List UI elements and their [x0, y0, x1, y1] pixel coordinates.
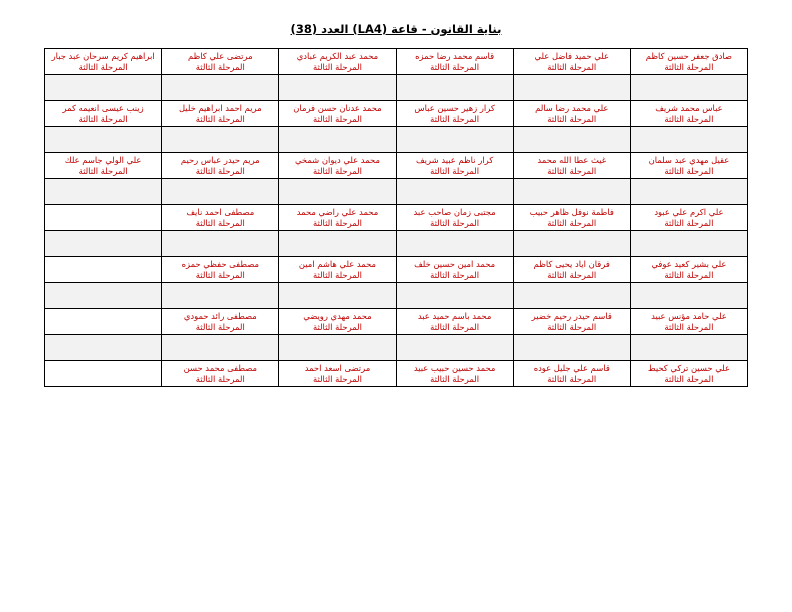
seat-cell [513, 153, 630, 179]
seat-cell-empty [279, 335, 396, 361]
student-stage: المرحلة الثالثة [547, 373, 597, 384]
seat-cell [45, 309, 162, 335]
student-name: عباس محمد شريف [655, 103, 723, 113]
student-stage: المرحلة الثالثة [78, 165, 128, 176]
seat-cell-empty [630, 179, 747, 205]
seat-cell [513, 49, 630, 75]
seat-cell [396, 205, 513, 231]
student-stage: المرحلة الثالثة [430, 321, 480, 332]
seat-cell-empty [396, 75, 513, 101]
seat-cell-empty [630, 335, 747, 361]
student-stage: المرحلة الثالثة [547, 113, 597, 124]
seat-cell [45, 153, 162, 179]
student-name: علي محمد رضا سالم [535, 103, 609, 113]
seat-cell [279, 205, 396, 231]
student-stage: المرحلة الثالثة [312, 217, 362, 228]
student-name: علي اكرم علي عبود [654, 207, 724, 217]
student-stage: المرحلة الثالثة [312, 165, 362, 176]
student-stage: المرحلة الثالثة [547, 165, 597, 176]
seat-cell [45, 49, 162, 75]
student-name: علي حامد مؤنس عبيد [651, 311, 727, 321]
student-name: ابراهيم كريم سرحان عبد جبار [51, 51, 155, 61]
seat-cell [162, 205, 279, 231]
table-row [45, 153, 748, 179]
student-name: زينب عيسى انعيمه كمر [62, 103, 144, 113]
student-stage: المرحلة الثالثة [664, 269, 714, 280]
student-stage: المرحلة الثالثة [430, 373, 480, 384]
student-stage: المرحلة الثالثة [195, 165, 245, 176]
seat-cell-empty [396, 127, 513, 153]
student-name: مصطفى رائد حمودي [183, 311, 257, 321]
seat-cell [162, 361, 279, 387]
table-row [45, 257, 748, 283]
seat-cell-empty [279, 283, 396, 309]
student-stage: المرحلة الثالثة [78, 113, 128, 124]
student-stage: المرحلة الثالثة [195, 321, 245, 332]
student-name: كرار زهير حسين عباس [414, 103, 495, 113]
seat-cell [630, 101, 747, 127]
seat-cell [279, 101, 396, 127]
seat-cell-empty [630, 75, 747, 101]
seat-cell [396, 49, 513, 75]
student-stage: المرحلة الثالثة [195, 113, 245, 124]
seat-cell-empty [162, 127, 279, 153]
seat-cell-empty [396, 283, 513, 309]
seat-cell-empty [513, 283, 630, 309]
seat-cell-empty [162, 179, 279, 205]
student-name: مصطفى محمد حسن [183, 363, 257, 373]
seat-cell-empty [162, 231, 279, 257]
student-stage: المرحلة الثالثة [312, 373, 362, 384]
student-stage: المرحلة الثالثة [430, 113, 480, 124]
seat-cell-empty [279, 75, 396, 101]
student-stage: المرحلة الثالثة [664, 61, 714, 72]
seat-cell [45, 361, 162, 387]
seat-cell-empty [45, 283, 162, 309]
table-row [45, 231, 748, 257]
seat-cell-empty [162, 283, 279, 309]
seating-table [44, 48, 748, 387]
student-stage: المرحلة الثالثة [430, 61, 480, 72]
student-name: صادق جعفر حسين كاظم [645, 51, 733, 61]
student-name: عقيل مهدي عبد سلمان [648, 155, 730, 165]
student-name: مجتبى زمان صاحب عبد [413, 207, 496, 217]
table-row [45, 49, 748, 75]
seating-table-body [45, 49, 748, 387]
seat-cell-empty [630, 283, 747, 309]
seat-cell [630, 205, 747, 231]
table-row [45, 309, 748, 335]
seat-cell [630, 257, 747, 283]
student-stage: المرحلة الثالثة [664, 217, 714, 228]
seat-cell [279, 153, 396, 179]
student-name: علي حميد فاضل علي [534, 51, 609, 61]
seat-cell [279, 361, 396, 387]
student-name: فاطمة نوفل ظاهر حبيب [529, 207, 614, 217]
seat-cell-empty [513, 231, 630, 257]
student-stage: المرحلة الثالثة [664, 321, 714, 332]
seat-cell-empty [513, 335, 630, 361]
seat-cell-empty [513, 75, 630, 101]
seat-cell [630, 49, 747, 75]
seat-cell [162, 153, 279, 179]
seat-cell [162, 101, 279, 127]
student-stage: المرحلة الثالثة [312, 321, 362, 332]
seat-cell-empty [279, 127, 396, 153]
student-stage: المرحلة الثالثة [547, 217, 597, 228]
seat-cell [396, 309, 513, 335]
seat-cell [162, 49, 279, 75]
seat-cell [513, 309, 630, 335]
student-name: مريم حيدر عباس رحيم [180, 155, 260, 165]
table-row [45, 75, 748, 101]
seat-cell [630, 361, 747, 387]
student-stage: المرحلة الثالثة [430, 165, 480, 176]
seat-cell-empty [45, 335, 162, 361]
table-row [45, 101, 748, 127]
table-row [45, 335, 748, 361]
table-row [45, 283, 748, 309]
student-stage: المرحلة الثالثة [195, 269, 245, 280]
student-stage: المرحلة الثالثة [195, 217, 245, 228]
seat-cell [513, 257, 630, 283]
seat-cell-empty [630, 127, 747, 153]
student-name: غيث عطا الله محمد [537, 155, 607, 165]
student-name: محمد عبد الكريم عبادي [296, 51, 379, 61]
seat-cell [396, 257, 513, 283]
page-title: بناية القانون - قاعة (LA4) العدد (38) [290, 22, 502, 36]
student-name: محمد علي هاشم امين [298, 259, 377, 269]
student-name: قاسم محمد رضا حمزه [415, 51, 495, 61]
seat-cell-empty [513, 127, 630, 153]
seat-cell [630, 309, 747, 335]
student-name: كرار ناظم عبيد شريف [416, 155, 494, 165]
student-stage: المرحلة الثالثة [547, 269, 597, 280]
student-name: قاسم حيدر رحيم خضير [531, 311, 612, 321]
seat-cell-empty [396, 231, 513, 257]
seat-cell-empty [45, 231, 162, 257]
student-stage: المرحلة الثالثة [430, 269, 480, 280]
student-name: محمد باسم حميد عبد [417, 311, 492, 321]
seat-cell [396, 101, 513, 127]
student-name: محمد علي ديوان شمخي [294, 155, 380, 165]
seat-cell-empty [45, 179, 162, 205]
student-stage: المرحلة الثالثة [664, 373, 714, 384]
student-name: علي الولي جاسم علك [64, 155, 142, 165]
student-stage: المرحلة الثالثة [547, 321, 597, 332]
seat-cell [45, 101, 162, 127]
student-stage: المرحلة الثالثة [312, 269, 362, 280]
seat-cell [45, 257, 162, 283]
seat-cell-empty [396, 179, 513, 205]
student-name: فرقان اياد يحيى كاظم [533, 259, 610, 269]
seat-cell [630, 153, 747, 179]
seat-cell [279, 49, 396, 75]
student-name: مرتضى اسعد احمد [304, 363, 371, 373]
seat-cell-empty [630, 231, 747, 257]
table-row [45, 179, 748, 205]
seat-cell-empty [396, 335, 513, 361]
seat-cell-empty [162, 335, 279, 361]
table-row [45, 361, 748, 387]
table-row [45, 127, 748, 153]
student-stage: المرحلة الثالثة [312, 61, 362, 72]
student-name: علي بشير كعيد عوفي [651, 259, 727, 269]
student-name: مريم احمد ابراهيم خليل [178, 103, 262, 113]
seat-cell [396, 153, 513, 179]
student-name: علي حسين تركي كحيط [647, 363, 730, 373]
student-stage: المرحلة الثالثة [430, 217, 480, 228]
student-name: مصطفى احمد نايف [186, 207, 255, 217]
student-name: مرتضى علي كاظم [188, 51, 253, 61]
student-name: محمد عدنان حسن فرمان [293, 103, 382, 113]
student-stage: المرحلة الثالثة [78, 61, 128, 72]
seat-cell [162, 257, 279, 283]
seat-cell-empty [45, 75, 162, 101]
seat-cell-empty [279, 179, 396, 205]
student-stage: المرحلة الثالثة [195, 61, 245, 72]
student-name: محمد مهدي رويضي [303, 311, 372, 321]
seat-cell [513, 101, 630, 127]
seat-cell-empty [513, 179, 630, 205]
student-stage: المرحلة الثالثة [664, 113, 714, 124]
student-name: محمد امين حسين خلف [414, 259, 496, 269]
student-name: محمد حسين حبيب عبيد [413, 363, 496, 373]
student-name: محمد علي راضي محمد [296, 207, 379, 217]
student-stage: المرحلة الثالثة [195, 373, 245, 384]
seat-cell [396, 361, 513, 387]
student-name: قاسم علي جليل عوده [533, 363, 610, 373]
table-row [45, 205, 748, 231]
seat-cell [279, 257, 396, 283]
student-stage: المرحلة الثالثة [664, 165, 714, 176]
seat-cell [513, 205, 630, 231]
seat-cell [513, 361, 630, 387]
seat-cell [45, 205, 162, 231]
student-name: مصطفى حفظي حمزه [181, 259, 260, 269]
seat-cell [279, 309, 396, 335]
student-stage: المرحلة الثالثة [547, 61, 597, 72]
student-stage: المرحلة الثالثة [312, 113, 362, 124]
seat-cell-empty [279, 231, 396, 257]
seat-cell-empty [45, 127, 162, 153]
seat-cell [162, 309, 279, 335]
seat-cell-empty [162, 75, 279, 101]
